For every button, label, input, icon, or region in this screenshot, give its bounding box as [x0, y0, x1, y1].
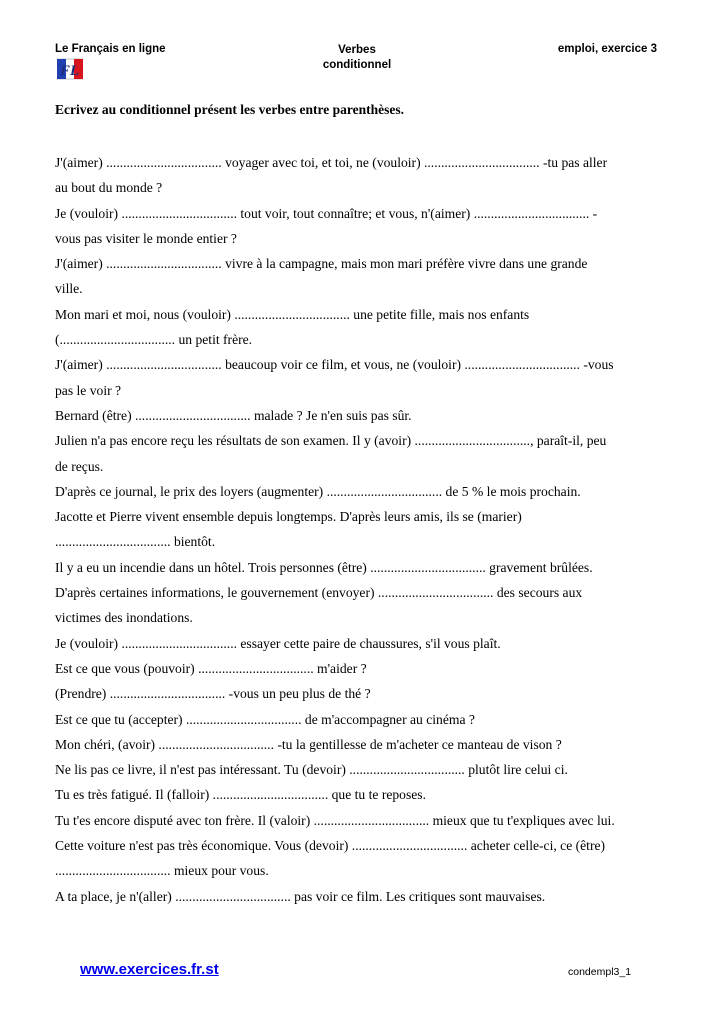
- french-flag-fl-logo: [57, 57, 83, 81]
- exercise-label: emploi, exercice 3: [557, 43, 657, 55]
- exercise-line: D'après certaines informations, le gouvernement (envoyer) .................................. des secours aux: [55, 585, 583, 601]
- exercise-line: Je (vouloir) .................................. essayer cette paire de chaussures, s'il vous plaît.: [55, 635, 501, 651]
- exercise-line: Tu es très fatigué. Il (falloir) .................................. que tu te reposes.: [55, 787, 426, 803]
- exercise-line: Mon mari et moi, nous (vouloir) .................................. une petite fille, mais nos enfants: [55, 306, 530, 322]
- topic-line-1: Verbes: [338, 44, 376, 56]
- exercise-line: A ta place, je n'(aller) .................................. pas voir ce film. Les critiques sont mauvaises.: [55, 888, 546, 904]
- exercise-line: Je (vouloir) .................................. tout voir, tout connaître; et vous, n'(aimer) .................................. -: [55, 205, 598, 221]
- exercise-line: Est ce que vous (pouvoir) .................................. m'aider ?: [55, 660, 367, 676]
- exercise-line: D'après ce journal, le prix des loyers (augmenter) .................................. de 5 % le mois prochain.: [55, 483, 581, 499]
- exercise-line: Jacotte et Pierre vivent ensemble depuis longtemps. D'après leurs amis, ils se (marier): [55, 509, 522, 525]
- exercise-line: Cette voiture n'est pas très économique. Vous (devoir) .................................. acheter celle-ci, ce (être): [55, 838, 606, 854]
- exercise-line: ville.: [55, 281, 83, 297]
- exercise-line: J'(aimer) .................................. voyager avec toi, et toi, ne (vouloir) .................................. -tu pas aller: [55, 155, 608, 170]
- page-header: [55, 43, 659, 83]
- exercise-body: [55, 150, 667, 909]
- exercise-line: Tu t'es encore disputé avec ton frère. Il (valoir) .................................. mieux que tu t'expliques avec lui.: [55, 812, 615, 828]
- document-code: condempl3_1: [568, 966, 632, 978]
- exercise-line: Bernard (être) .................................. malade ? Je n'en suis pas sûr.: [55, 407, 412, 423]
- exercise-line: J'(aimer) .................................. beaucoup voir ce film, et vous, ne (vouloir) .................................. -vous: [55, 357, 614, 373]
- exercise-line: .................................. mieux pour vous.: [55, 863, 269, 879]
- exercise-line: de reçus.: [55, 458, 104, 474]
- exercise-line: Est ce que tu (accepter) .................................. de m'accompagner au cinéma ?: [55, 711, 475, 727]
- exercise-line: .................................. bientôt.: [55, 534, 216, 550]
- exercise-line: pas le voir ?: [55, 382, 122, 398]
- svg-text:FL: FL: [60, 63, 80, 79]
- website-link[interactable]: www.exercices.fr.st: [80, 961, 219, 978]
- exercise-line: au bout du monde ?: [55, 180, 163, 196]
- exercise-line: victimes des inondations.: [55, 610, 193, 626]
- exercise-line: Julien n'a pas encore reçu les résultats de son examen. Il y (avoir) .................................., paraît-il, peu: [55, 433, 607, 449]
- site-name: Le Français en ligne: [55, 43, 166, 55]
- topic-line-2: conditionnel: [322, 59, 392, 71]
- exercise-line: vous pas visiter le monde entier ?: [55, 230, 237, 246]
- exercise-line: Mon chéri, (avoir) .................................. -tu la gentillesse de m'acheter ce manteau de vison ?: [55, 736, 562, 752]
- exercise-line: Ne lis pas ce livre, il n'est pas intéressant. Tu (devoir) .................................. plutôt lire celui ci.: [55, 762, 568, 778]
- instruction-heading: Ecrivez au conditionnel présent les verbes entre parenthèses.: [55, 102, 404, 117]
- exercise-line: Il y a eu un incendie dans un hôtel. Trois personnes (être) .................................. gravement brûlées.: [55, 559, 593, 575]
- exercise-line: (Prendre) .................................. -vous un peu plus de thé ?: [55, 686, 371, 702]
- exercise-line: (.................................. un petit frère.: [55, 332, 253, 348]
- exercise-line: J'(aimer) .................................. vivre à la campagne, mais mon mari préfère vivre dans une grande: [55, 256, 588, 272]
